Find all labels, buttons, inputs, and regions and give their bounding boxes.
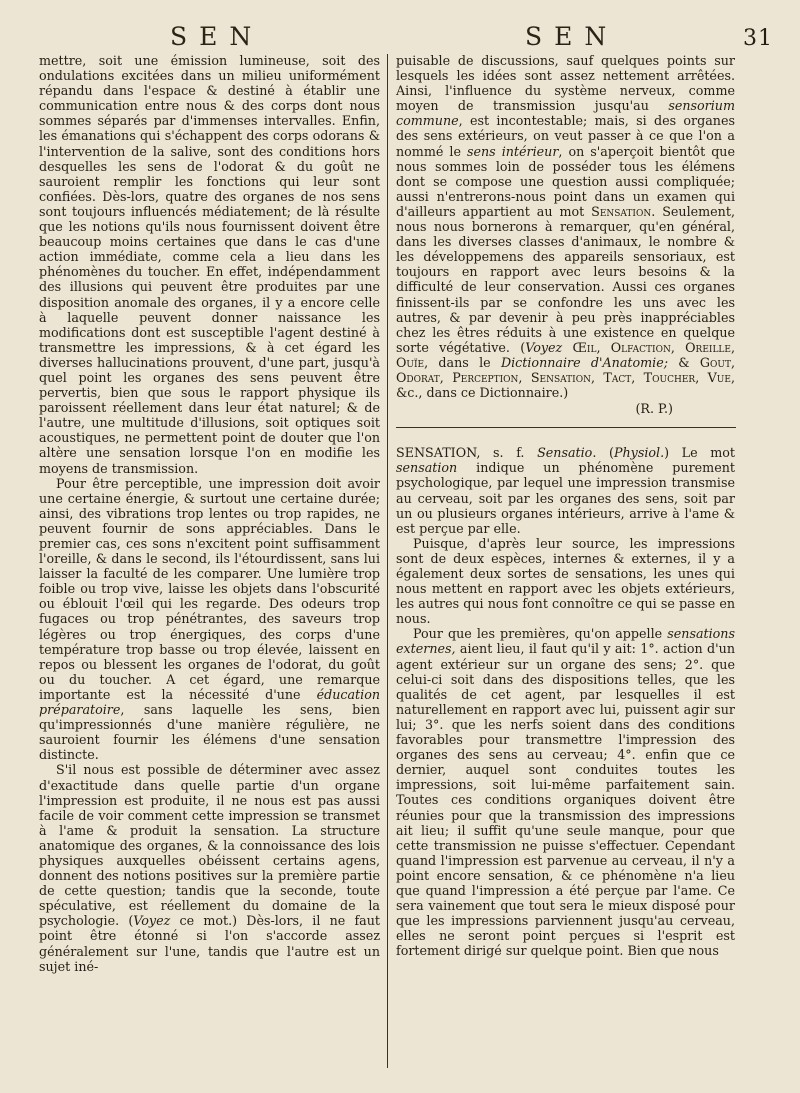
left-p2-italic: éducation préparatoire — [39, 686, 380, 718]
right-p1-smallcaps: Sensation — [591, 203, 652, 219]
entry-domain-close: ) Le mot — [664, 445, 735, 461]
right-p1-italic-1: sensorium commune — [396, 98, 735, 129]
right-p4-b: aient lieu, il faut qu'il y ait: 1°. action d'un agent extérieur sur un organe des sens; 2°. que celui-ci soit dans des dispositions telles, que les qualités de cet agent, par lesquelles il est naturellement en rapport avec lui, puissent agir sur lui; 3°. que les nerfs soient dans des conditions favorables pour transmettre l'impression des organes des sens au cerveau; 4°. enfin que ce dernier, auquel sont conduites toutes les impressions, soit lui-même parfaitement sain. Toutes ces conditions organiques doivent être réunies pour que la transmission des impressions ait lieu; il suffit qu'une seule manque, pour que cette transmission ne puisse s'effectuer. Cependant quand l'impression est parvenue au cerveau, il n'y a point encore sensation, & ce phénomène n'a lieu que quand l'impression a été perçue par l'ame. Ce sera vainement que tout sera le mieux disposé pour que les impressions parviennent jusqu'au cerveau, elles ne seront point perçues si l'esprit est fortement dirigé sur quelque point. Bien que nous — [396, 641, 735, 959]
right-p4-a: Pour que les premières, qu'on appelle — [413, 626, 668, 642]
running-head-left: SEN — [170, 22, 264, 51]
right-p1-c: , on s'aperçoit bientôt que nous sommes loin de posséder tous les élémens dont se compose une question aussi compliquée; aussi n'entrerons-nous point dans un examen qui d'ailleurs appartient au mot — [396, 143, 735, 219]
left-p2-text: Pour être perceptible, une impression doit avoir une certaine énergie, & surtout une certaine durée; ainsi, des vibrations trop lentes ou trop rapides, ne peuvent fournir de sons appréciables. Dans le premier cas, ces sons n'excitent point suffisamment l'oreille, & dans le second, ils l'étourdissent, sans lui laisser la faculté de les comparer. Une lumière trop foible ou trop vive, laisse les objets dans l'obscurité ou éblouit l'œil qui les regarde. Des odeurs trop fugaces ou trop pénétrantes, des saveurs trop légères ou trop énergiques, des corps d'une température trop basse ou trop élevée, laissent en repos ou blessent les organes de l'odorat, du goût ou du toucher. A cet égard, une remarque importante est la nécessité d'une — [39, 475, 380, 702]
entry-paragraph — [396, 445, 735, 536]
running-head-right: SEN — [525, 22, 619, 51]
right-p1-refs-1: Œil, Olfaction, Oreille, Ouïe — [396, 339, 736, 370]
right-p1-d: . Seulement, nous nous bornerons à remarquer, qu'en général, dans les diverses classes d'animaux, le nombre & les développemens des appareils sensoriaux, est toujours en rapport avec leurs besoins & la difficulté de leur conservation. Aussi ces organes finissent-ils par se confondre les uns avec les autres, & par devenir à peu près inappréciables chez les êtres réduits à une existence en quelque sorte végétative. ( — [396, 203, 735, 355]
entry-definition: indique un phénomène purement psychologique, par lequel une impression transmise au cerveau, soit par les organes des sens, soit par un ou plusieurs organes intérieurs, arrive à l'ame & est perçue par elle. — [396, 460, 735, 536]
right-column — [396, 53, 735, 958]
column-divider — [387, 54, 388, 1068]
right-p1-italic-2: sens intérieur — [466, 143, 559, 159]
right-paragraph-4 — [396, 626, 735, 958]
right-paragraph-1 — [396, 53, 735, 400]
left-paragraph-3 — [39, 762, 380, 973]
entry-gender: , s. f. — [476, 445, 538, 461]
author-signature: (R. P.) — [635, 401, 673, 417]
right-paragraph-3: Puisque, d'après leur source, les impressions sont de deux espèces, internes & externes, il y a également deux sortes de sensations, les unes qui nous mettent en rapport avec les objets extérieurs, les autres qui nous font connoître ce qui se passe en nous. — [396, 535, 735, 627]
entry-headword: SENSATION — [396, 445, 477, 461]
right-p1-dictionary: Dictionnaire d'Anatomie; — [500, 354, 669, 370]
page-number: 31 — [743, 26, 773, 51]
right-p4-italic: sensations externes, — [396, 626, 735, 657]
right-p1-mid: , dans le — [424, 354, 501, 370]
left-column — [39, 53, 380, 974]
left-p3-end: ce mot.) Dès-lors, il ne faut point être étonné si l'on s'accorde assez généralement sur l'une, tandis que l'autre est un sujet iné- — [39, 913, 380, 974]
right-p1-refs-2: & Gout, Odorat, Perception, Sensation, Tact, Toucher, Vue — [396, 354, 735, 385]
entry-latin: Sensatio — [537, 445, 593, 461]
left-p3-text: S'il nous est possible de déterminer avec assez d'exactitude dans quelle partie d'un organe l'impression est produite, il ne nous est pas aussi facile de voir comment cette impression se transmet à l'ame & produit la sensation. La structure anatomique des organes, & la connoissance des lois physiques auxquelles obéissent certains agens, donnent des notions positives sur la première partie de cette question; tandis que la seconde, toute spéculative, est réellement du domaine de la psychologie. ( — [39, 762, 380, 929]
right-p1-b: , est incontestable; mais, si des organes des sens extérieurs, on veut passer à ce que l'on a nommé le — [396, 113, 735, 159]
entry-domain: Physiol. — [613, 445, 665, 461]
left-p3-voyez: Voyez — [133, 913, 171, 929]
left-paragraph-2 — [39, 476, 380, 763]
left-p2-end: , sans laquelle les sens, bien qu'impressionnés d'une manière régulière, ne sauroient fournir les élémens d'une sensation distincte. — [39, 702, 380, 763]
right-p1-voyez: Voyez — [525, 339, 563, 355]
right-p1-end: , &c., dans ce Dictionnaire.) — [396, 369, 735, 401]
entry-word: sensation — [396, 460, 458, 476]
left-paragraph-1: mettre, soit une émission lumineuse, soit des ondulations excitées dans un milieu uniformément répandu dans l'espace & destiné à établir une communication entre nous & des corps dont nous sommes séparés par d'immenses intervalles. Enfin, les émanations qui s'échappent des corps odorans & l'intervention de la salive, sont des conditions hors desquelles les sens de l'odorat & du goût ne sauroient remplir les fonctions qui leur sont confiées. Dès-lors, quatre des organes de nos sens sont toujours influencés médiatement; de là résulte que les notions qu'ils nous fournissent doivent être beaucoup moins certaines que dans le cas d'une action immédiate, comme cela a lieu dans les phénomènes du toucher. En effet, indépendamment des illusions qui peuvent être produites par une disposition anomale des organes, il y a encore celle à laquelle peuvent donner naissance les modifications dont est susceptible l'agent destiné à transmettre les impressions, & à cet égard les diverses hallucinations prouvent, d'une part, jusqu'à quel point les organes des sens peuvent être pervertis, bien que sous le rapport physique ils paroissent réellement dans leur état naturel; & de l'autre, une multitude d'illusions, soit optiques soit acoustiques, ne permettent point de douter que l'on altère une sensation lorsque l'on en modifie les moyens de transmission. — [39, 53, 380, 476]
right-p1-a: puisable de discussions, sauf quelques points sur lesquels les idées sont assez nettement arrêtées. Ainsi, l'influence du système nerveux, comme moyen de transmission jusqu'au — [396, 53, 735, 114]
entry-separator — [396, 427, 736, 428]
entry-domain-open: . ( — [592, 445, 614, 461]
